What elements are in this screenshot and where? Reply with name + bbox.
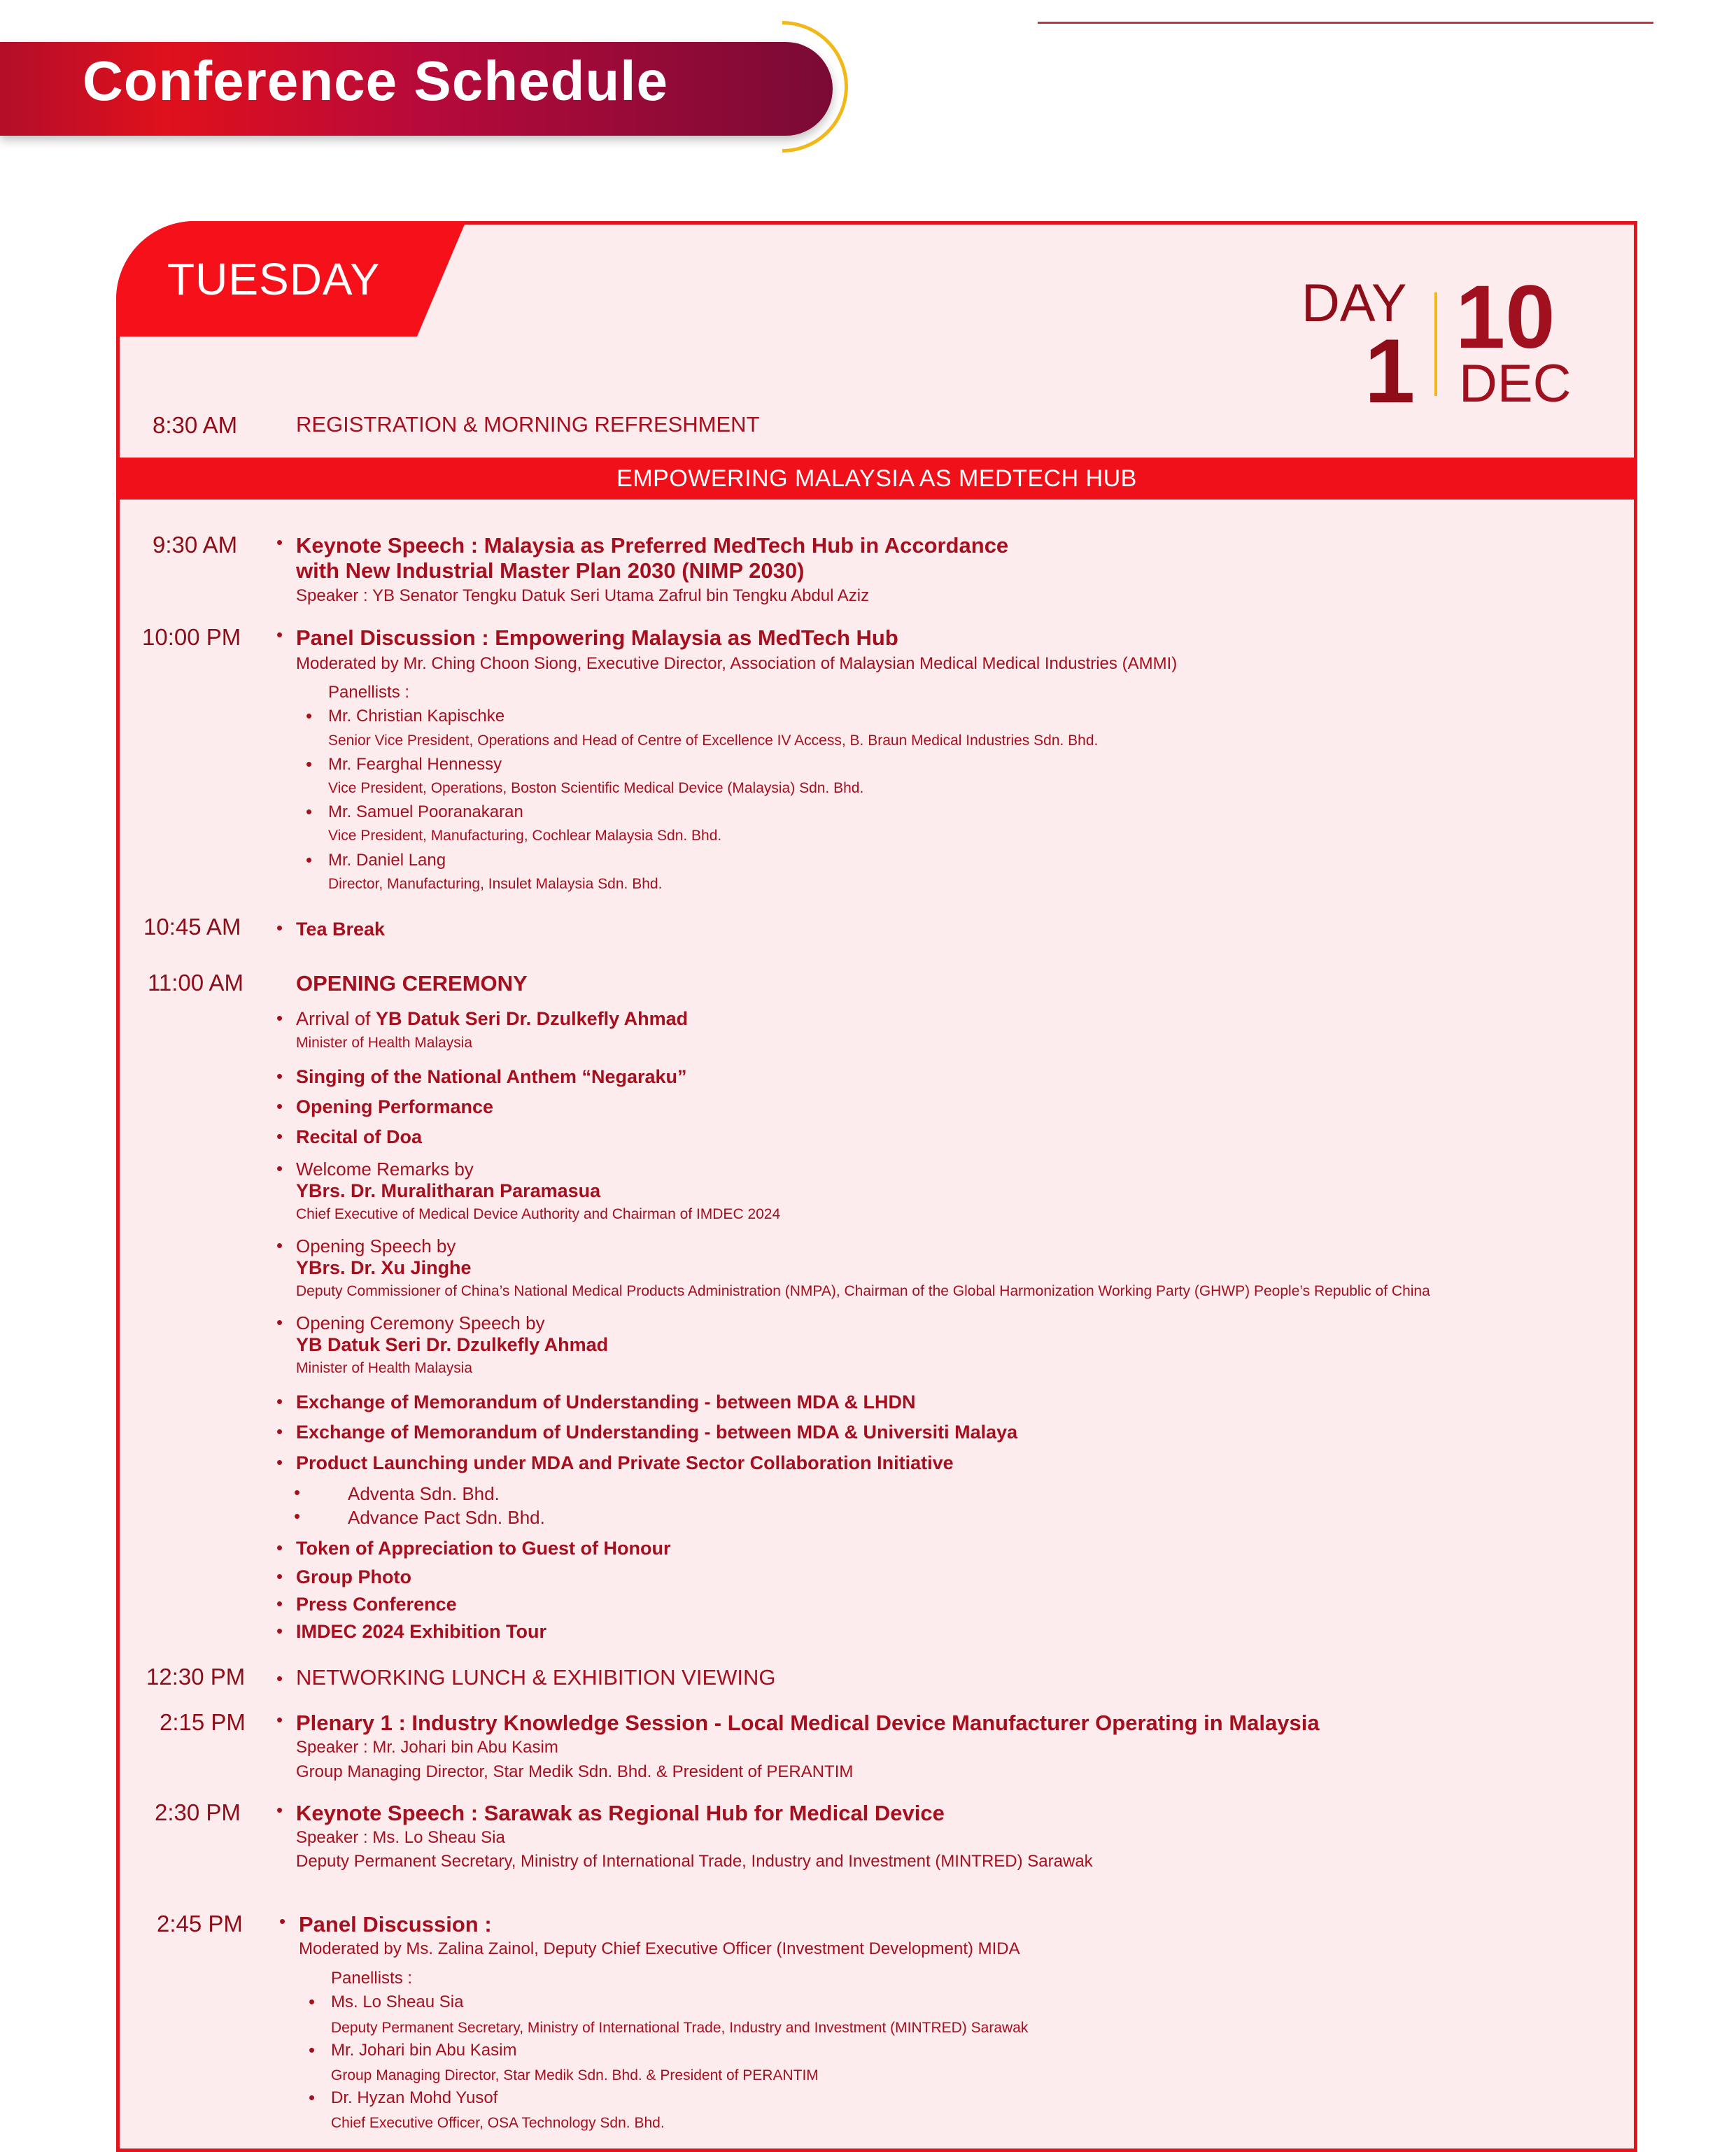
agenda-item: Token of Appreciation to Guest of Honour [296,1538,671,1559]
panellists-label: Panellists : [328,683,410,702]
panellist-name: Dr. Hyzan Mohd Yusof [331,2088,498,2107]
bullet-icon: • [276,1799,283,1820]
day-label: DAY [1301,274,1407,333]
bullet-icon: • [276,1126,283,1147]
session-time: 9:30 AM [153,532,238,558]
date-divider [1434,292,1437,396]
agenda-role: Minister of Health Malaysia [296,1360,473,1376]
moderator: Moderated by Ms. Zalina Zainol, Deputy Chief Executive Officer (Investment Development) MIDA [299,1939,1020,1958]
bullet-icon: • [276,1566,283,1587]
session-title: Keynote Speech : Malaysia as Preferred MedTech Hub in Accordance [296,533,1009,558]
bullet-icon: • [276,624,283,645]
session-title: Panel Discussion : Empowering Malaysia as MedTech Hub [296,625,898,650]
session-title: REGISTRATION & MORNING REFRESHMENT [296,412,760,437]
speaker-role: Deputy Permanent Secretary, Ministry of International Trade, Industry and Investment (MINTRED) Sarawak [296,1852,1093,1871]
session-title: Keynote Speech : Sarawak as Regional Hub for Medical Device [296,1801,945,1825]
bullet-icon: • [306,801,313,822]
agenda-item: Welcome Remarks by [296,1159,474,1180]
arrival-name: YB Datuk Seri Dr. Dzulkefly Ahmad [376,1008,689,1029]
bullet-icon: • [276,1158,283,1179]
session-title: Plenary 1 : Industry Knowledge Session - Local Medical Device Manufacturer Operating in Malaysia [296,1711,1320,1735]
session-time: 10:45 AM [143,914,241,940]
bullet-icon: • [309,1991,316,2012]
session-title: Tea Break [296,919,386,940]
session-title: OPENING CEREMONY [296,971,528,996]
bullet-icon: • [294,1506,301,1527]
agenda-item: Exchange of Memorandum of Understanding - between MDA & LHDN [296,1392,916,1413]
agenda-name: YBrs. Dr. Xu Jinghe [296,1257,472,1278]
agenda-item: Opening Ceremony Speech by [296,1312,545,1333]
agenda-item: Singing of the National Anthem “Negaraku” [296,1066,687,1087]
bullet-icon: • [276,1066,283,1086]
session-title-cont: with New Industrial Master Plan 2030 (NIMP 2030) [296,558,805,583]
session-time: 2:15 PM [160,1709,246,1735]
bullet-icon: • [276,1235,283,1256]
agenda-name: YBrs. Dr. Muralitharan Paramasua [296,1180,601,1201]
bullet-icon: • [276,1391,283,1412]
agenda-role: Minister of Health Malaysia [296,1035,473,1051]
panellists-label: Panellists : [331,1969,413,1988]
panellist-role: Vice President, Manufacturing, Cochlear Malaysia Sdn. Bhd. [328,828,722,844]
agenda-item: Opening Speech by [296,1236,456,1256]
bullet-icon: • [276,1593,283,1614]
bullet-icon: • [276,1709,283,1730]
bullet-icon: • [276,1537,283,1558]
bullet-icon: • [276,1452,283,1473]
bullet-icon: • [276,532,283,553]
panellist-role: Group Managing Director, Star Medik Sdn. Bhd. & President of PERANTIM [331,2067,819,2083]
speaker: Speaker : YB Senator Tengku Datuk Seri Utama Zafrul bin Tengku Abdul Aziz [296,586,870,605]
arrival-prefix: Arrival of [296,1008,371,1029]
bullet-icon: • [306,849,313,870]
bullet-icon: • [309,2087,316,2108]
agenda-item: Product Launching under MDA and Private Sector Collaboration Initiative [296,1452,954,1473]
agenda-item [296,1008,688,1030]
agenda-name: YB Datuk Seri Dr. Dzulkefly Ahmad [296,1334,609,1355]
agenda-item: Exchange of Memorandum of Understanding - between MDA & Universiti Malaya [296,1422,1018,1443]
bullet-icon: • [279,1911,286,1932]
session-time: 11:00 AM [148,970,244,996]
company-item: Advance Pact Sdn. Bhd. [348,1507,545,1528]
panellist-name: Mr. Daniel Lang [328,851,446,870]
panellist-role: Deputy Permanent Secretary, Ministry of International Trade, Industry and Investment (MINTRED) Sarawak [331,2020,1029,2036]
session-title: Panel Discussion : [299,1912,492,1937]
bullet-icon: • [309,2039,316,2060]
panellist-role: Director, Manufacturing, Insulet Malaysia Sdn. Bhd. [328,876,663,892]
section-banner: EMPOWERING MALAYSIA AS MEDTECH HUB [116,458,1637,500]
session-time: 10:00 PM [142,624,241,650]
bullet-icon: • [306,753,313,774]
agenda-item: Group Photo [296,1566,411,1587]
speaker: Speaker : Mr. Johari bin Abu Kasim [296,1738,558,1757]
weekday-label: TUESDAY [167,254,381,304]
session-time: 2:30 PM [155,1799,241,1825]
session-time: 8:30 AM [153,412,238,438]
bullet-icon: • [276,1312,283,1333]
panellist-name: Mr. Fearghal Hennessy [328,755,502,774]
session-title: NETWORKING LUNCH & EXHIBITION VIEWING [296,1665,776,1690]
session-time: 12:30 PM [146,1664,246,1690]
panellist-role: Vice President, Operations, Boston Scientific Medical Device (Malaysia) Sdn. Bhd. [328,780,864,796]
agenda-item: Press Conference [296,1594,457,1615]
bullet-icon: • [276,1668,283,1689]
day-number: 1 [1364,320,1416,422]
agenda-item: Recital of Doa [296,1126,423,1147]
moderator: Moderated by Mr. Ching Choon Siong, Executive Director, Association of Malaysian Medical Medical Industries (AMMI) [296,654,1178,673]
panellist-name: Mr. Johari bin Abu Kasim [331,2041,517,2060]
top-divider-line [1038,22,1653,24]
agenda-role: Chief Executive of Medical Device Authority and Chairman of IMDEC 2024 [296,1206,781,1222]
bullet-icon: • [276,1620,283,1641]
speaker: Speaker : Ms. Lo Sheau Sia [296,1828,505,1847]
bullet-icon: • [276,1007,283,1028]
date-number: 10 [1455,267,1555,367]
bullet-icon: • [306,705,313,726]
panellist-role: Senior Vice President, Operations and Head of Centre of Excellence IV Access, B. Braun Medical Industries Sdn. Bhd. [328,732,1099,749]
panellist-role: Chief Executive Officer, OSA Technology Sdn. Bhd. [331,2115,665,2131]
agenda-item: Opening Performance [296,1096,494,1117]
bullet-icon: • [276,1096,283,1117]
speaker-role: Group Managing Director, Star Medik Sdn. Bhd. & President of PERANTIM [296,1762,854,1781]
bullet-icon: • [294,1482,301,1503]
agenda-role: Deputy Commissioner of China’s National Medical Products Administration (NMPA), Chairman of the Global Harmonization Working Party (GHWP) People’s Republic of China [296,1283,1430,1299]
panellist-name: Ms. Lo Sheau Sia [331,1992,464,2011]
bullet-icon: • [276,917,283,938]
agenda-item: IMDEC 2024 Exhibition Tour [296,1621,547,1642]
session-time: 2:45 PM [157,1911,243,1937]
panellist-name: Mr. Samuel Pooranakaran [328,802,523,821]
panellist-name: Mr. Christian Kapischke [328,707,505,725]
company-item: Adventa Sdn. Bhd. [348,1483,500,1504]
date-month: DEC [1459,354,1572,413]
bullet-icon: • [276,1421,283,1442]
page-title: Conference Schedule [83,50,669,112]
